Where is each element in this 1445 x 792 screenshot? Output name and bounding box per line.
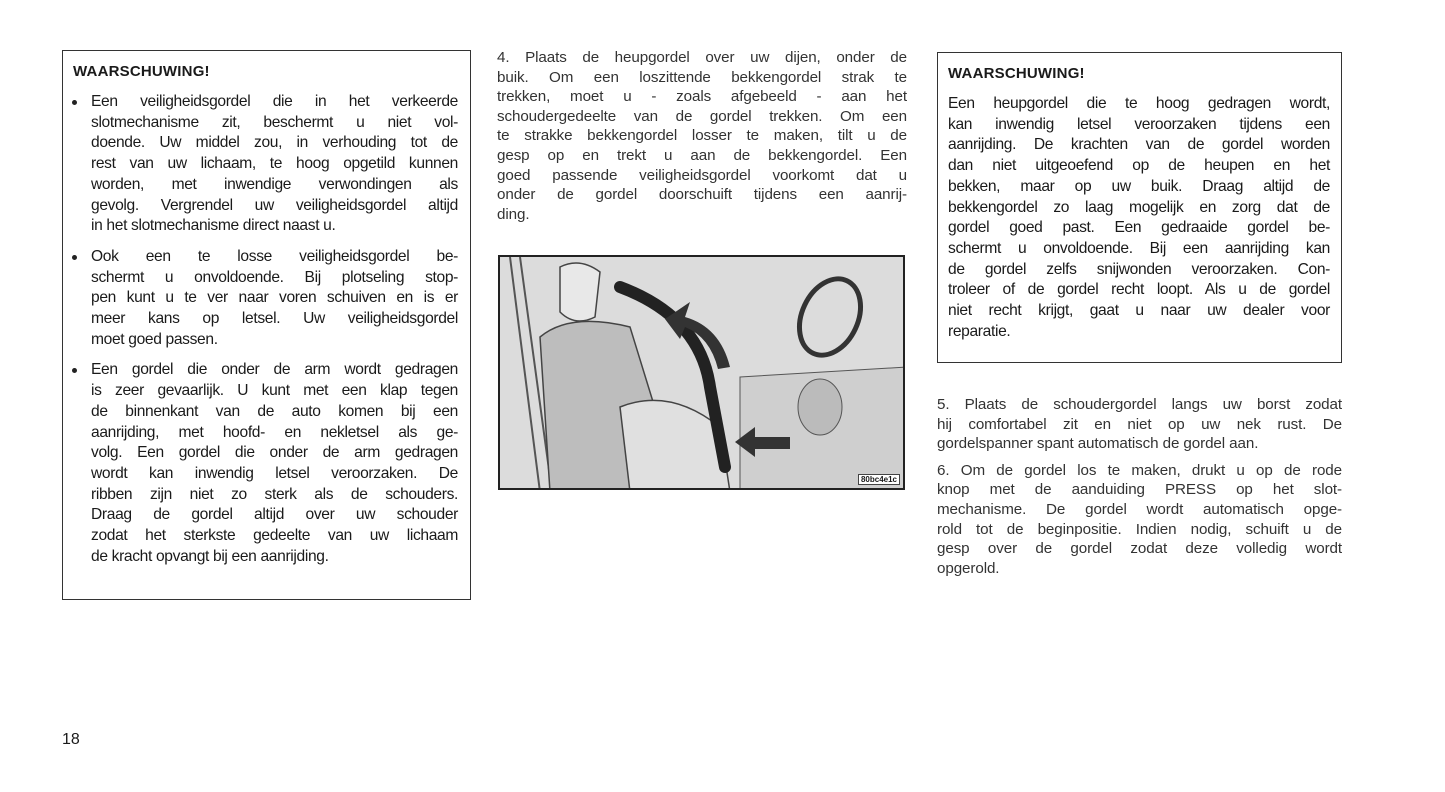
bullet-icon [72, 255, 77, 260]
text-line: kan inwendig letsel veroorzaken tijdens een [948, 115, 1330, 133]
text-line: in het slotmechanisme direct naast u. [91, 217, 336, 235]
text-line: de kracht opvangt bij een aanrijding. [91, 547, 329, 565]
figure-code: 80bc4e1c [858, 474, 900, 485]
text-line: rest van uw lichaam, te hoog opgetild kunnen [91, 155, 458, 173]
text-line: Draag de gordel altijd over uw schouder [91, 506, 458, 524]
warning-text [948, 94, 1330, 342]
text-line: schoudergedeelte van de gordel trekken. Om een [497, 107, 907, 125]
text-line: schermt u onvoldoende. Bij plotseling stop- [91, 268, 458, 286]
warning-title: WAARSCHUWING! [73, 63, 210, 80]
text-line: de gordel zelfs snijwonden veroorzaken. Con- [948, 260, 1330, 278]
paragraph [937, 395, 1342, 454]
text-line: opgerold. [937, 559, 1000, 577]
text-line: rold tot de beginpositie. Indien nodig, schuift u de [937, 520, 1342, 538]
text-line: 4. Plaats de heupgordel over uw dijen, onder de [497, 49, 907, 66]
bullet-item [63, 247, 458, 351]
text-line: goed passende veiligheidsgordel voorkomt dat u [497, 166, 907, 184]
paragraph [948, 94, 1330, 342]
text-line: schermt u onvoldoende. Bij een aanrijding kan [948, 239, 1330, 257]
text-line: dan niet uitgeoefend op de heupen en het [948, 157, 1330, 175]
text-line: moet goed passen. [91, 330, 218, 348]
text-line: Een veiligheidsgordel die in het verkeerde [91, 93, 458, 110]
paragraph [937, 461, 1342, 579]
text-line: ribben zijn niet zo sterk als de schouders. [91, 485, 458, 503]
text-line: zodat het sterkste gedeelte van uw lichaam [91, 527, 458, 545]
text-line: volg. Een gordel die onder de arm gedragen [91, 444, 458, 462]
text-line: hij comfortabel zit en niet op uw nek rust. De [937, 415, 1342, 433]
text-line: is zeer gevaarlijk. U kunt met een klap tegen [91, 382, 458, 400]
text-line: onder de gordel doorschuift tijdens een aanrij- [497, 186, 907, 204]
text-line: aanrijding, met hoofd- en nekletsel als ge- [91, 423, 458, 441]
text-line: troleer of de gordel recht loopt. Als u de gordel [948, 281, 1330, 299]
text-line: reparatie. [948, 322, 1011, 340]
instruction-step-4 [497, 48, 907, 231]
text-line: gesp op en trekt u aan de bekkengordel. Een [497, 146, 907, 164]
text-line: Ook een te losse veiligheidsgordel be- [91, 247, 458, 265]
text-line: niet recht krijgt, gaat u naar uw dealer voor [948, 302, 1330, 320]
text-line: Een gordel die onder de arm wordt gedragen [91, 361, 458, 379]
bullet-item [63, 360, 458, 567]
text-line: ding. [497, 205, 530, 223]
text-line: 5. Plaats de schoudergordel langs uw borst zodat [937, 396, 1342, 413]
bullet-icon [72, 100, 77, 105]
bullet-icon [72, 368, 77, 373]
text-line: gordelspanner spant automatisch de gordel aan. [937, 435, 1259, 453]
text-line: bekken, maar op uw buik. Draag altijd de [948, 177, 1330, 195]
text-line: gevolg. Vergrendel uw veiligheidsgordel altijd [91, 196, 458, 214]
text-line: te strakke bekkengordel losser te maken, tilt u de [497, 127, 907, 145]
warning-title: WAARSCHUWING! [948, 65, 1085, 82]
text-line: aanrijding. De krachten van de gordel worden [948, 136, 1330, 154]
text-line: gordel goed past. Een gedraaide gordel be- [948, 219, 1330, 237]
text-line: wordt kan inwendig letsel veroorzaken. De [91, 464, 458, 482]
text-line: worden, met inwendige verwondingen als [91, 175, 458, 193]
text-line: 6. Om de gordel los te maken, drukt u op de rode [937, 461, 1342, 479]
car-interior-drawing [500, 257, 905, 490]
bullet-item [63, 92, 458, 237]
text-line: bekkengordel zo laag mogelijk en zorg dat de [948, 198, 1330, 216]
seatbelt-illustration [498, 255, 905, 490]
text-line: knop met de aanduiding PRESS op het slot- [937, 481, 1342, 499]
instruction-steps-5-6 [937, 395, 1342, 585]
text-line: mechanisme. De gordel wordt automatisch opge- [937, 500, 1342, 518]
page-number: 18 [62, 731, 80, 748]
text-line: doende. Uw middel zou, in verhouding tot de [91, 134, 458, 152]
warning-box-right [937, 52, 1342, 363]
text-line: slotmechanisme zit, beschermt u niet vol- [91, 113, 458, 131]
text-line: Een heupgordel die te hoog gedragen wordt, [948, 95, 1330, 112]
text-line: buik. Om een loszittende bekkengordel strak te [497, 68, 907, 86]
text-line: meer kans op letsel. Uw veiligheidsgordel [91, 310, 458, 328]
text-line: pen kunt u te ver naar voren schuiven en is er [91, 289, 458, 307]
warning-bullet-list [63, 92, 458, 567]
text-line: gesp over de gordel zodat deze volledig wordt [937, 540, 1342, 558]
text-line: trekken, moet u - zoals afgebeeld - aan het [497, 88, 907, 106]
warning-box-left [62, 50, 471, 600]
text-line: de binnenkant van de auto komen bij een [91, 402, 458, 420]
paragraph [497, 48, 907, 224]
